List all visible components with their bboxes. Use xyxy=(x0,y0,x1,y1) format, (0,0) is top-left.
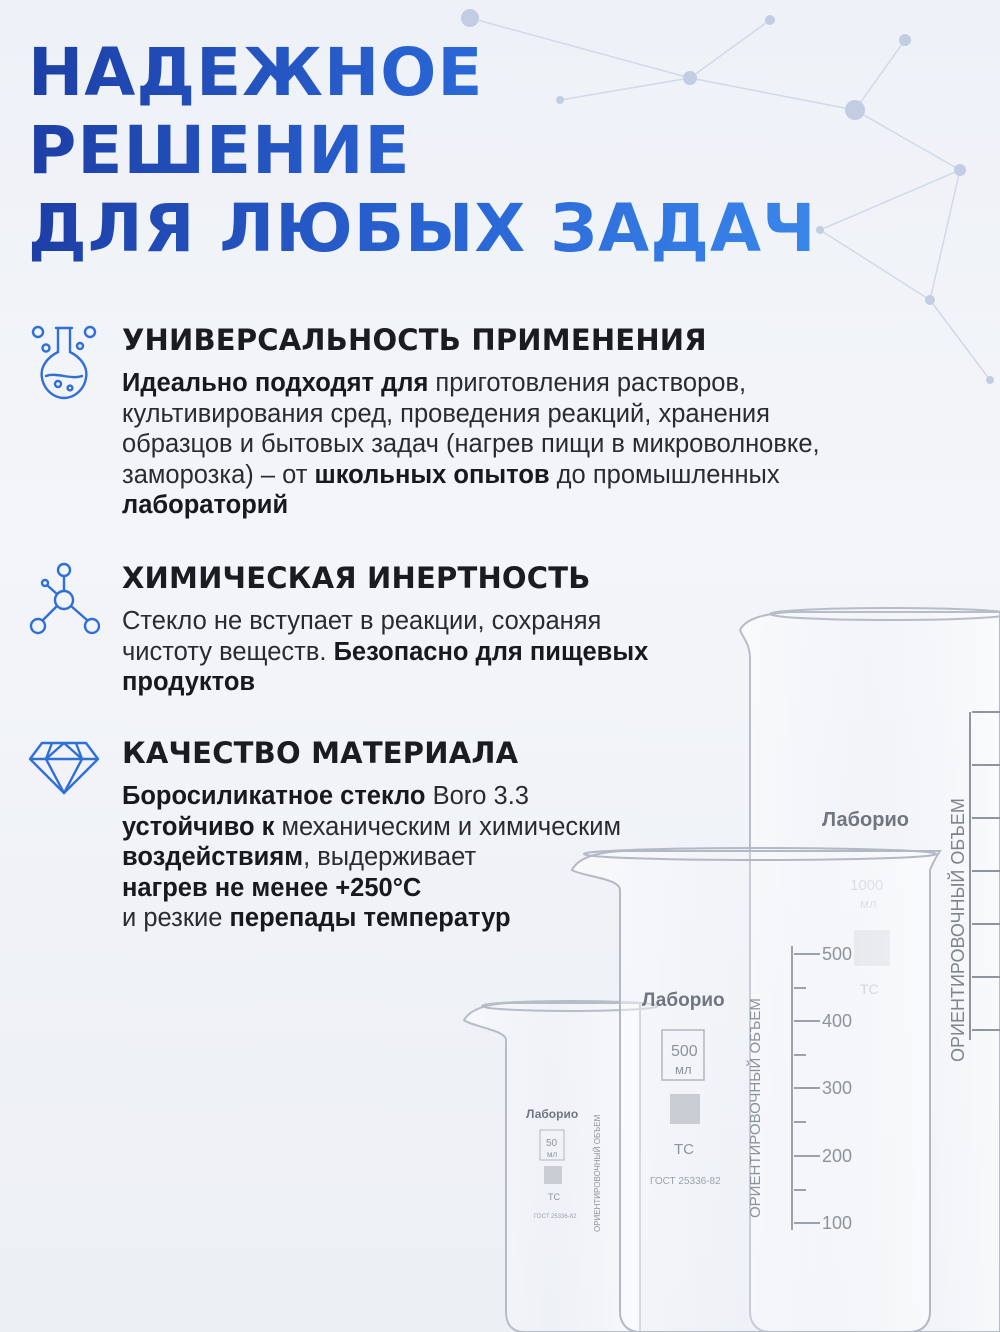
beaker-small-vertical-label: ОРИЕНТИРОВОЧНЫЙ ОБЪЕМ xyxy=(593,1114,602,1232)
scale-label-500: 500 xyxy=(822,944,853,964)
headline-line-1: НАДЕЖНОЕ xyxy=(28,34,816,112)
feature-description: Стекло не вступает в реакции, сохраняя чистоту веществ. Безопасно для пищевых продуктов xyxy=(122,607,649,696)
molecule-icon xyxy=(28,560,100,640)
headline-line-3: ДЛЯ ЛЮБЫХ ЗАДАЧ xyxy=(28,190,817,267)
beaker-small-gost: ГОСТ 25336-82 xyxy=(534,1214,577,1220)
scale-label-200: 200 xyxy=(822,1146,853,1166)
beaker-small-volume: 50 xyxy=(546,1138,558,1149)
feature-description: Боросиликатное стекло Boro 3.3 устойчиво к механическим и химическим воздействиям, выдерживает нагрев не менее +250°C и резкие перепады температур xyxy=(122,782,622,932)
beaker-medium-brand: Лаборио xyxy=(642,990,725,1011)
beaker-small-mark: ТС xyxy=(548,1192,560,1202)
flask-icon xyxy=(28,322,100,402)
beaker-large-brand: Лаборио xyxy=(822,809,909,831)
beaker-medium-mark: ТС xyxy=(674,1141,694,1158)
beakers-illustration xyxy=(440,570,1000,1332)
beaker-medium-unit: мл xyxy=(675,1062,692,1077)
headline xyxy=(28,34,816,268)
feature-title: КАЧЕСТВО МАТЕРИАЛА xyxy=(122,736,519,770)
scale-label-400: 400 xyxy=(822,1011,853,1031)
beaker-medium-gost: ГОСТ 25336-82 xyxy=(650,1176,721,1187)
beaker-medium-vertical-label: ОРИЕНТИРОВОЧНЫЙ ОБЪЕМ xyxy=(747,998,764,1218)
feature-description: Идеально подходят для приготовления растворов, культивирования сред, проведения реакций, хранения образцов и бытовых задач (нагрев пищи в микроволновке, заморозка) – от школьных опытов до промышленных лабораторий xyxy=(122,369,820,519)
feature-versatility xyxy=(28,322,828,521)
beaker-large-vertical-label: ОРИЕНТИРОВОЧНЫЙ ОБЪЕМ xyxy=(948,798,968,1062)
beaker-small-unit: мл xyxy=(547,1150,558,1159)
beaker-small-brand: Лаборио xyxy=(526,1107,579,1121)
feature-title: УНИВЕРСАЛЬНОСТЬ ПРИМЕНЕНИЯ xyxy=(122,323,707,357)
scale-label-300: 300 xyxy=(822,1078,853,1098)
scale-label-100: 100 xyxy=(822,1213,853,1233)
headline-line-2: РЕШЕНИЕ xyxy=(28,112,816,190)
feature-title: ХИМИЧЕСКАЯ ИНЕРТНОСТЬ xyxy=(122,561,591,595)
beaker-medium-volume: 500 xyxy=(671,1043,698,1060)
diamond-icon xyxy=(28,735,100,815)
